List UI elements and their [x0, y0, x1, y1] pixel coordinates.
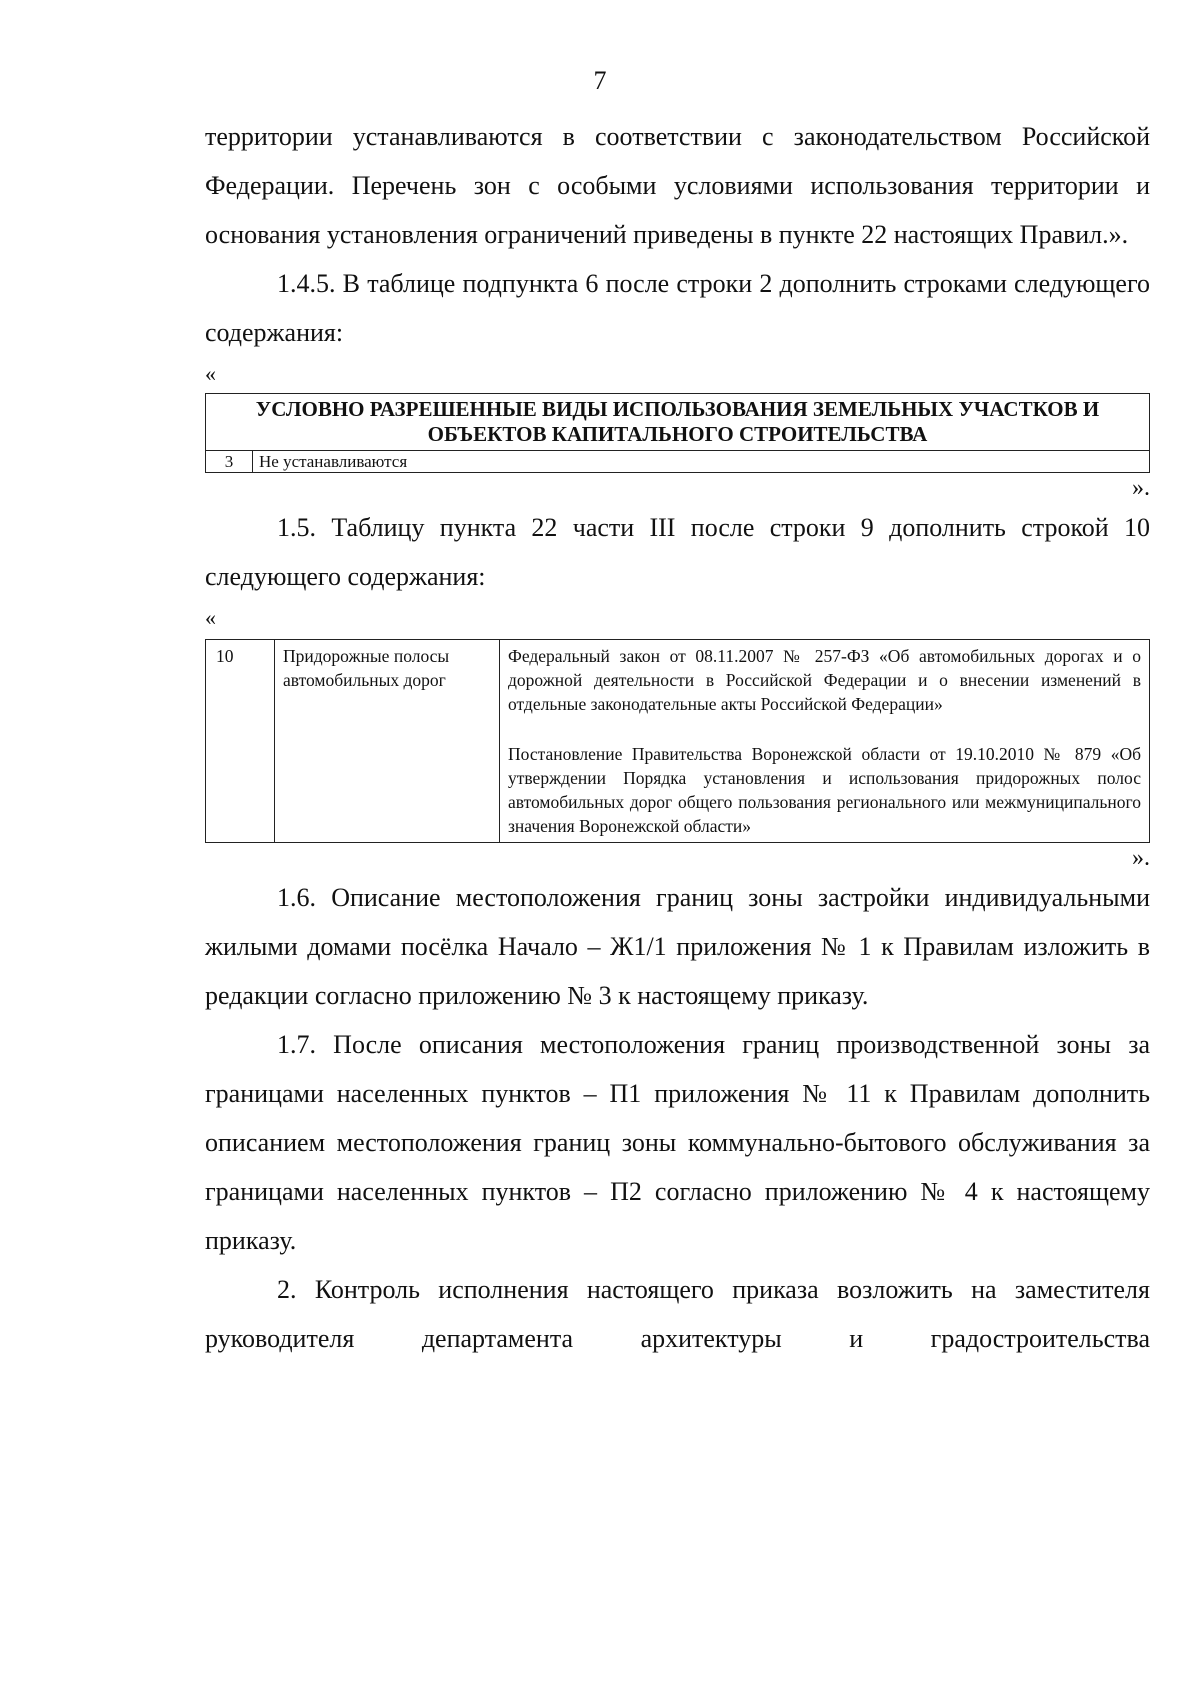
table-conditional-uses [205, 393, 1150, 473]
table-1-header: УСЛОВНО РАЗРЕШЕННЫЕ ВИДЫ ИСПОЛЬЗОВАНИЯ ЗЕМЕЛЬНЫХ УЧАСТКОВ И ОБЪЕКТОВ КАПИТАЛЬНОГО СТРОИТЕЛЬСТВА [206, 394, 1150, 451]
paragraph-1-7: 1.7. После описания местоположения границ производственной зоны за границами населенных пунктов – П1 приложения № 11 к Правилам дополнить описанием местоположения границ зоны коммунально-бытового обслуживания за границами населенных пунктов – П2 согласно приложению № 4 к настоящему приказу. [205, 1030, 1150, 1255]
table-2-basis-federal-law: Федеральный закон от 08.11.2007 № 257-ФЗ «Об автомобильных дорогах и о дорожной деятельности в Российской Федерации и о внесении изменений в отдельные законодательные акты Российской Федерации» [508, 646, 1141, 714]
table-special-zones [205, 639, 1150, 843]
table-1-row-text: Не устанавливаются [253, 451, 1150, 473]
paragraph-2: 2. Контроль исполнения настоящего приказа возложить на заместителя руководителя департамента архитектуры и градостроительства [205, 1275, 1150, 1353]
table-2-basis-regulation: Постановление Правительства Воронежской области от 19.10.2010 № 879 «Об утверждении Порядка установления и использования придорожных полос автомобильных дорог общего пользования регионального или межмуниципального значения Воронежской области» [508, 744, 1141, 836]
table-2-row-number: 10 [206, 640, 275, 843]
quote-open-1: « [205, 361, 216, 386]
page-number: 7 [593, 66, 607, 95]
table-row [206, 451, 1150, 473]
table-2-zone-name: Придорожные полосы автомобильных дорог [275, 640, 500, 843]
paragraph-1-5: 1.5. Таблицу пункта 22 части III после строки 9 дополнить строкой 10 следующего содержания: [205, 513, 1150, 591]
quote-close-1: ». [1132, 475, 1150, 501]
table-1-row-number: 3 [206, 451, 253, 473]
paragraph-1-6: 1.6. Описание местоположения границ зоны застройки индивидуальными жилыми домами посёлка Начало – Ж1/1 приложения № 1 к Правилам изложить в редакции согласно приложению № 3 к настоящему приказу. [205, 883, 1150, 1010]
table-2-basis-cell [500, 640, 1150, 843]
paragraph-1-4-5: 1.4.5. В таблице подпункта 6 после строки 2 дополнить строками следующего содержания: [205, 269, 1150, 347]
paragraph-continuation: территории устанавливаются в соответствии с законодательством Российской Федерации. Перечень зон с особыми условиями использования территории и основания установления ограничений приведены в пункте 22 настоящих Правил.». [205, 122, 1150, 249]
quote-close-2: ». [1132, 845, 1150, 871]
table-row [206, 640, 1150, 843]
document-body [205, 112, 1150, 1363]
quote-open-2: « [205, 605, 216, 630]
